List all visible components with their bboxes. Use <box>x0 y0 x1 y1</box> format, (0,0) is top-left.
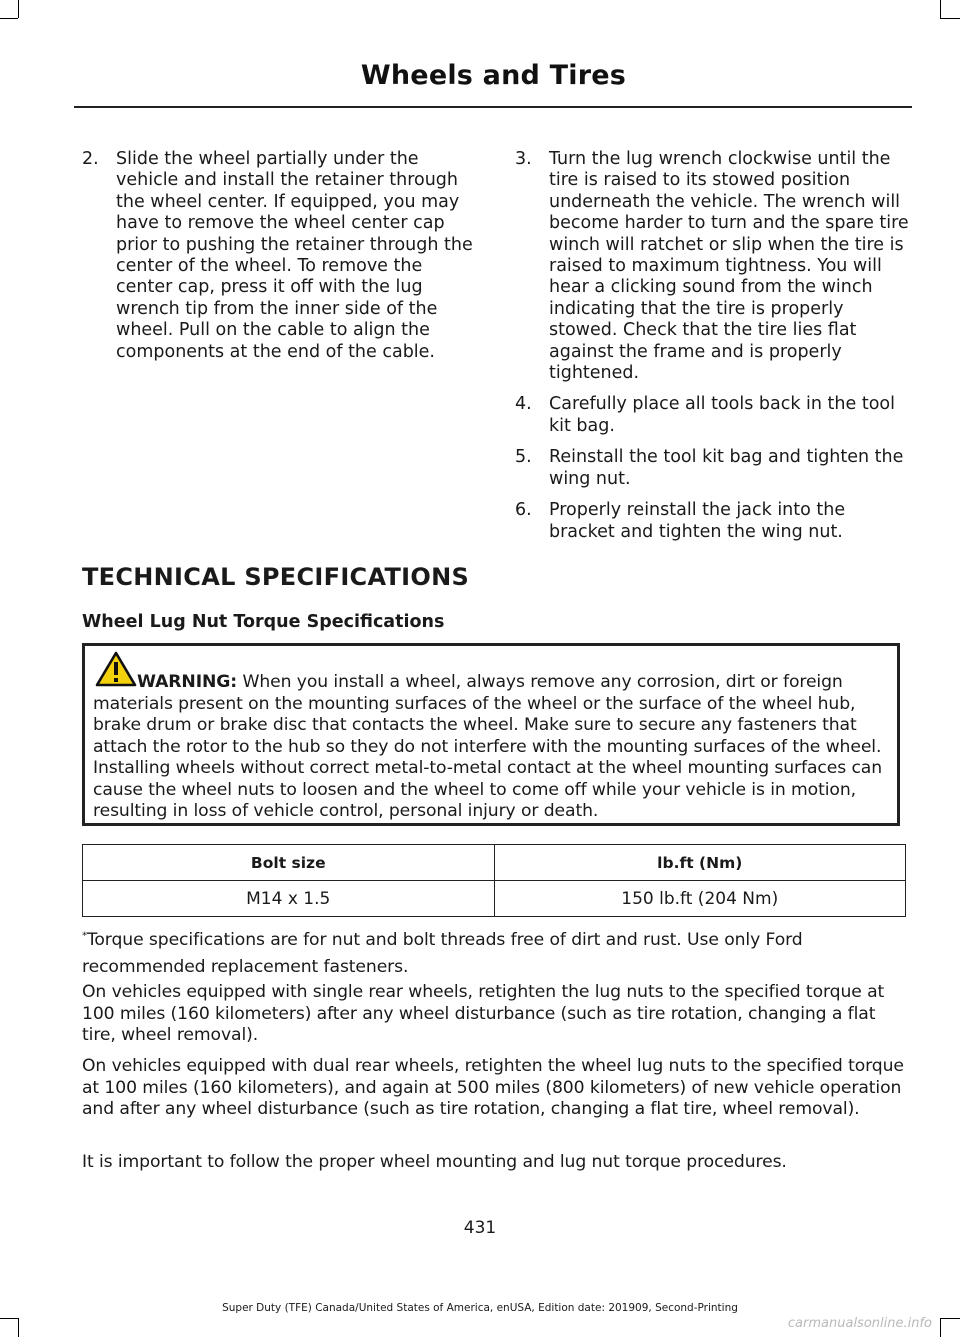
table-header-bolt-size: Bolt size <box>83 845 495 881</box>
crop-mark-top-right <box>940 0 941 18</box>
subsection-title: Wheel Lug Nut Torque Specifications <box>82 612 445 632</box>
step-number: 2. <box>82 149 99 169</box>
crop-mark-bottom-right <box>940 1318 941 1337</box>
crop-mark-top-left <box>0 18 18 19</box>
table-cell-bolt-size: M14 x 1.5 <box>83 881 495 917</box>
step-number: 5. <box>515 447 532 468</box>
warning-text: When you install a wheel, always remove any corrosion, dirt or foreign materials present on the mounting surfaces of the wheel or the surface of the wheel hub, brake drum or brake disc that contacts the wheel. Make sure to secure any fasteners that attach the rotor to the hub so they do not interfere with the mounting surfaces of the wheel. Installing wheels without correct metal-to-metal contact at the wheel mounting surfaces can cause the wheel nuts to loosen and the wheel to come off while your vehicle is in motion, resulting in loss of vehicle control, personal injury or death. <box>93 672 883 821</box>
footnote-mark: * <box>82 930 87 942</box>
step-text: Carefully place all tools back in the tool kit bag. <box>549 394 895 436</box>
footer-edition-text: Super Duty (TFE) Canada/United States of America, enUSA, Edition date: 201909, Second-Printing <box>222 1302 738 1314</box>
paragraph-dual-rear: On vehicles equipped with dual rear wheels, retighten the wheel lug nuts to the specified torque at 100 miles (160 kilometers), and again at 500 miles (800 kilometers) of new vehicle operation and after any wheel disturbance (such as tire rotation, changing a flat tire, wheel removal). <box>82 1056 904 1119</box>
table-cell-torque: 150 lb.ft (204 Nm) <box>494 881 906 917</box>
list-item <box>82 149 477 363</box>
footnote-text: Torque specifications are for nut and bolt threads free of dirt and rust. Use only Ford recommended replacement fasteners. <box>82 930 803 977</box>
page-number: 431 <box>463 1218 497 1238</box>
step-text: Properly reinstall the jack into the bracket and tighten the wing nut. <box>549 500 846 542</box>
warning-label: WARNING: <box>137 672 238 692</box>
crop-mark-bottom-left <box>18 1318 19 1337</box>
table-header-row <box>83 845 906 881</box>
list-item <box>515 149 910 384</box>
table-header-torque: lb.ft (Nm) <box>494 845 906 881</box>
torque-footnote <box>82 927 908 981</box>
crop-mark-top-right <box>940 18 960 19</box>
section-title: TECHNICAL SPECIFICATIONS <box>82 563 470 591</box>
warning-box <box>82 643 900 826</box>
list-item <box>515 447 910 490</box>
list-item <box>515 500 910 543</box>
step-number: 6. <box>515 500 532 521</box>
step-text: Turn the lug wrench clockwise until the tire is raised to its stowed position underneath the vehicle. The wrench will become harder to turn and the spare tire winch will ratchet or slip when the tire is raised to maximum tightness. You will hear a clicking sound from the winch indicating that the tire is properly stowed. Check that the tire lies flat against the frame and is properly tightened. <box>549 149 909 384</box>
step-number: 4. <box>515 394 532 415</box>
torque-spec-table <box>82 844 906 917</box>
crop-mark-bottom-right <box>940 1318 960 1319</box>
crop-mark-bottom-left <box>0 1318 18 1319</box>
step-number: 3. <box>515 149 532 169</box>
page-header-title: Wheels and Tires <box>360 60 626 91</box>
warning-triangle-icon <box>95 651 137 688</box>
paragraph-single-rear: On vehicles equipped with single rear wheels, retighten the lug nuts to the specified torque at 100 miles (160 kilometers) after any wheel disturbance (such as tire rotation, changing a flat tire, wheel removal). <box>82 982 885 1045</box>
list-item <box>515 394 910 437</box>
table-row <box>83 881 906 917</box>
step-text: Reinstall the tool kit bag and tighten the wing nut. <box>549 447 904 489</box>
paragraph-importance: It is important to follow the proper wheel mounting and lug nut torque procedures. <box>82 1152 787 1172</box>
header-divider <box>74 106 912 108</box>
watermark: carmanualsonline.info <box>787 1316 932 1331</box>
right-column <box>515 149 910 553</box>
crop-mark-top-left <box>18 0 19 18</box>
left-column <box>82 149 477 373</box>
step-text: Slide the wheel partially under the vehicle and install the retainer through the wheel center. If equipped, you may have to remove the wheel center cap prior to pushing the retainer through the center of the wheel. To remove the center cap, press it off with the lug wrench tip from the inner side of the wheel. Pull on the cable to align the components at the end of the cable. <box>116 149 473 362</box>
